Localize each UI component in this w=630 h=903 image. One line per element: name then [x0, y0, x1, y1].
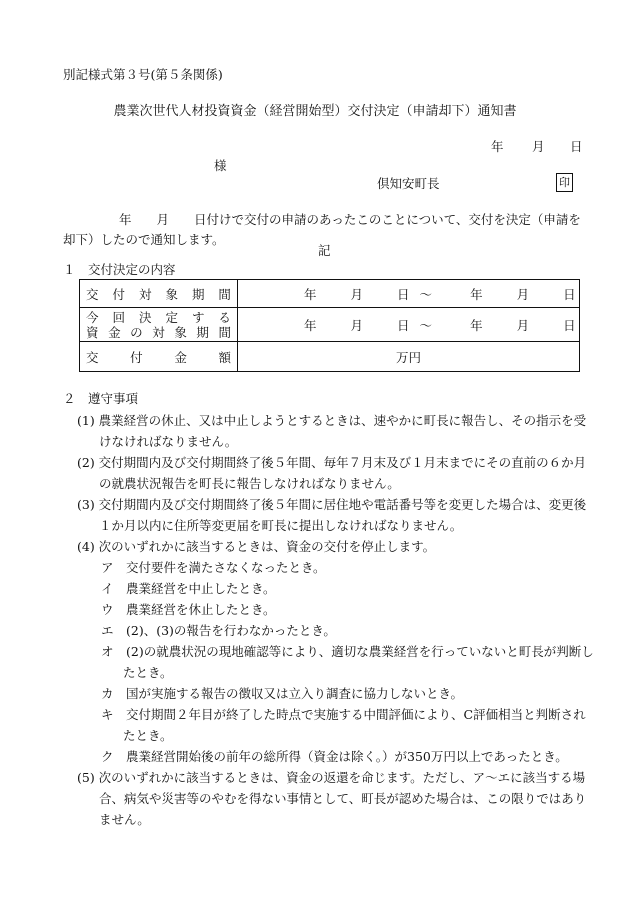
list-item: カ 国が実施する報告の徴収又は立入り調査に協力しないとき。	[101, 686, 464, 701]
month-1: 月	[350, 317, 364, 333]
document-title: 農業次世代人材投資資金（経営開始型）交付決定（申請却下）通知書	[113, 104, 517, 119]
day-2: 日	[563, 286, 576, 302]
month-1: 月	[350, 286, 364, 302]
row-label	[80, 342, 238, 372]
label-line1: 今 回 決 定 す る	[86, 309, 231, 325]
date-month: 月	[532, 139, 545, 154]
ki-heading: 記	[318, 243, 331, 258]
table-row	[80, 280, 580, 308]
section1-heading: １ 交付決定の内容	[63, 262, 176, 277]
intro-paragraph: 年 月 日付けで交付の申請のあったこのことについて、交付を決定（申請を却下）したので通知します。	[63, 212, 581, 247]
day-1: 日	[397, 317, 410, 333]
year-2: 年	[470, 317, 483, 333]
label-amount: 交 付 金 額	[86, 349, 231, 365]
amount-cell	[238, 342, 580, 372]
list-item: オ (2)の就農状況の現地確認等により、適切な農業経営を行っていないと町長が判断したとき。	[101, 644, 594, 680]
addressee-suffix: 様	[214, 158, 227, 173]
date-year: 年	[491, 139, 504, 154]
list-item: イ 農業経営を中止したとき。	[101, 581, 276, 596]
year-2: 年	[470, 286, 483, 302]
month-2: 月	[516, 286, 530, 302]
year-1: 年	[304, 286, 317, 302]
list-item: ク 農業経営開始後の前年の総所得（資金は除く。）が350万円以上であったとき。	[101, 749, 568, 764]
list-item: ウ 農業経営を休止したとき。	[101, 602, 276, 617]
section2-heading: ２ 遵守事項	[63, 391, 139, 406]
row-label	[80, 308, 238, 342]
list-item: (5) 次のいずれかに該当するときは、資金の返還を命じます。ただし、ア～エに該当する場合、病気や災害等のやむを得ない事情として、町長が認めた場合は、この限りではありません。	[77, 770, 587, 827]
month-2: 月	[516, 317, 530, 333]
row-label	[80, 280, 238, 308]
seal-box: 印	[556, 173, 573, 192]
day-2: 日	[563, 317, 576, 333]
tilde: ～	[419, 317, 433, 333]
label-period: 交 付 対 象 期 間	[86, 286, 231, 302]
tilde: ～	[419, 286, 433, 302]
sub-list	[77, 557, 597, 767]
label-line2: 資 金 の 対 象 期 間	[86, 324, 231, 340]
grant-table	[79, 279, 580, 372]
list-item: (2) 交付期間内及び交付期間終了後５年間、毎年７月末及び１月末までにその直前の６か月の就農状況報告を町長に報告しなければなりません。	[77, 455, 587, 491]
year-1: 年	[304, 317, 317, 333]
period-cell	[238, 280, 580, 308]
day-1: 日	[397, 286, 410, 302]
list-item: (3) 交付期間内及び交付期間終了後５年間に居住地や電話番号等を変更した場合は、変更後１か月以内に住所等変更届を町長に提出しなければなりません。	[77, 497, 587, 533]
list-item: (4) 次のいずれかに該当するときは、資金の交付を停止します。	[77, 539, 436, 554]
table-row	[80, 342, 580, 372]
table-row	[80, 308, 580, 342]
date-day: 日	[570, 139, 583, 154]
rules-list	[77, 410, 597, 830]
list-item: (1) 農業経営の休止、又は中止しようとするときは、速やかに町長に報告し、その指示を受けなければなりません。	[77, 413, 587, 449]
list-item: ア 交付要件を満たさなくなったとき。	[101, 560, 326, 575]
list-item: エ (2)、(3)の報告を行わなかったとき。	[101, 623, 336, 638]
form-number: 別記様式第３号(第５条関係)	[63, 67, 223, 82]
period-cell	[238, 308, 580, 342]
list-item: キ 交付期間２年目が終了した時点で実施する中間評価により、C評価相当と判断されたとき。	[101, 707, 586, 743]
amount-unit: 万円	[395, 349, 421, 365]
issuer-name: 倶知安町長	[377, 176, 440, 191]
